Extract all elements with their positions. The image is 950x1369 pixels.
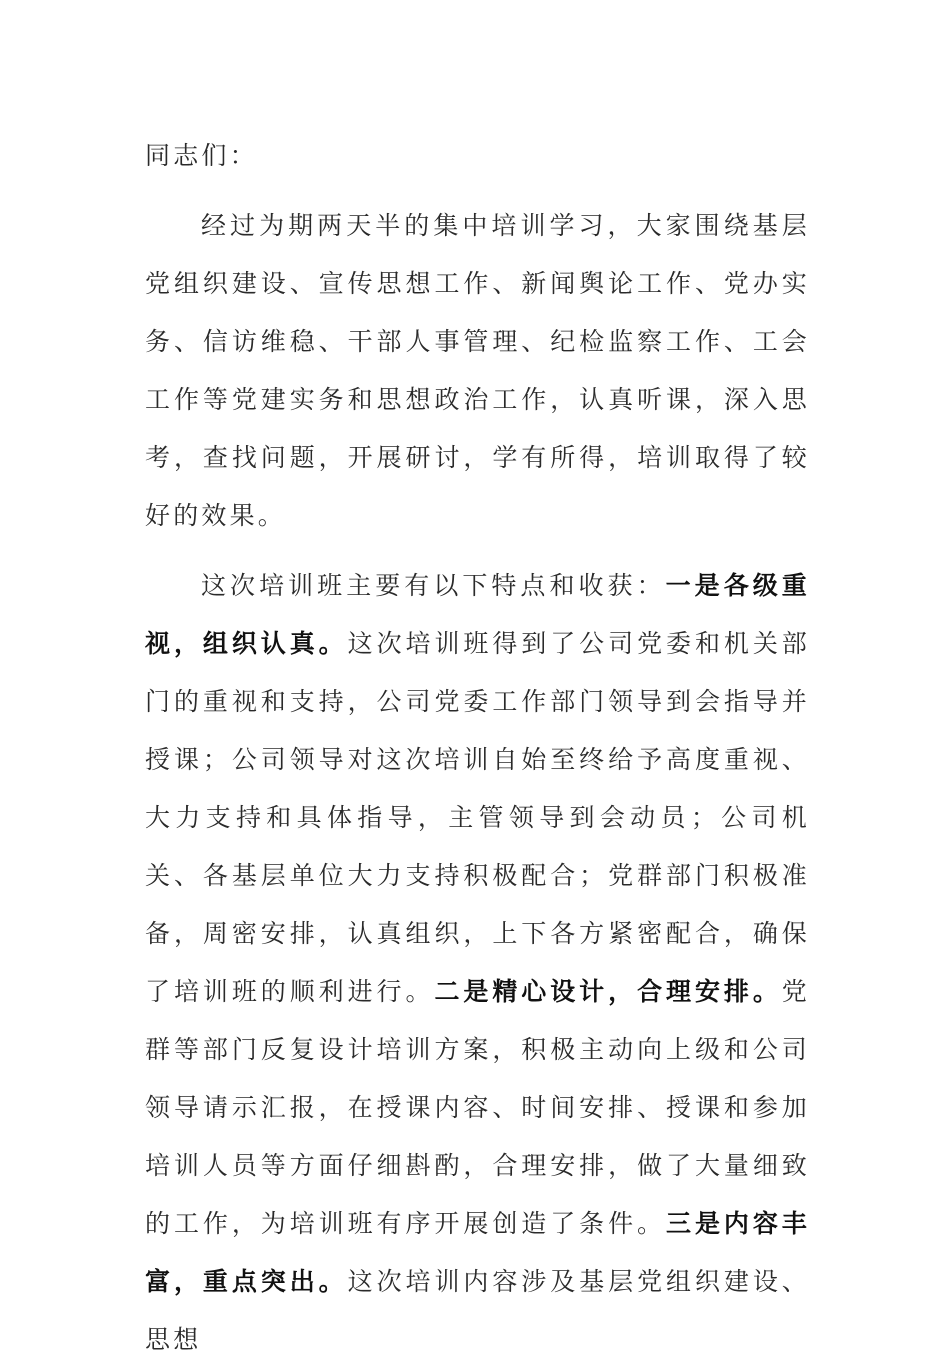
point-1-text: 这次培训班得到了公司党委和机关部门的重视和支持，公司党委工作部门领导到会指导并授课；公司领导对这次培训自始至终给予高度重视、大力支持和具体指导，主管领导到会动员；公司机关、各基层单位大力支持积极配合；党群部门积极准备，周密安排，认真组织，上下各方紧密配合，确保了培训班的顺利进行。 [145, 629, 811, 1006]
point-3-title: 三是内容丰富，重点突出。 [145, 1209, 810, 1296]
document-body [145, 127, 810, 1369]
paragraph-1: 经过为期两天半的集中培训学习，大家围绕基层党组织建设、宣传思想工作、新闻舆论工作、党办实务、信访维稳、干部人事管理、纪检监察工作、工会工作等党建实务和思想政治工作，认真听课，深入思考，查找问题，开展研讨，学有所得，培训取得了较好的效果。 [145, 211, 810, 530]
point-2-title: 二是精心设计，合理安排。 [434, 977, 782, 1006]
point-3-text: 这次培训内容涉及基层党组织建设、思想 [145, 1267, 811, 1354]
paragraph-2-intro: 这次培训班主要有以下特点和收获： [201, 571, 666, 600]
point-1-title: 一是各级重视，组织认真。 [145, 571, 810, 658]
paragraph-2 [145, 557, 810, 1369]
point-2-text: 党群等部门反复设计培训方案，积极主动向上级和公司领导请示汇报，在授课内容、时间安排、授课和参加培训人员等方面仔细斟酌，合理安排，做了大量细致的工作，为培训班有序开展创造了条件。 [145, 977, 810, 1238]
salutation: 同志们： [145, 141, 258, 170]
